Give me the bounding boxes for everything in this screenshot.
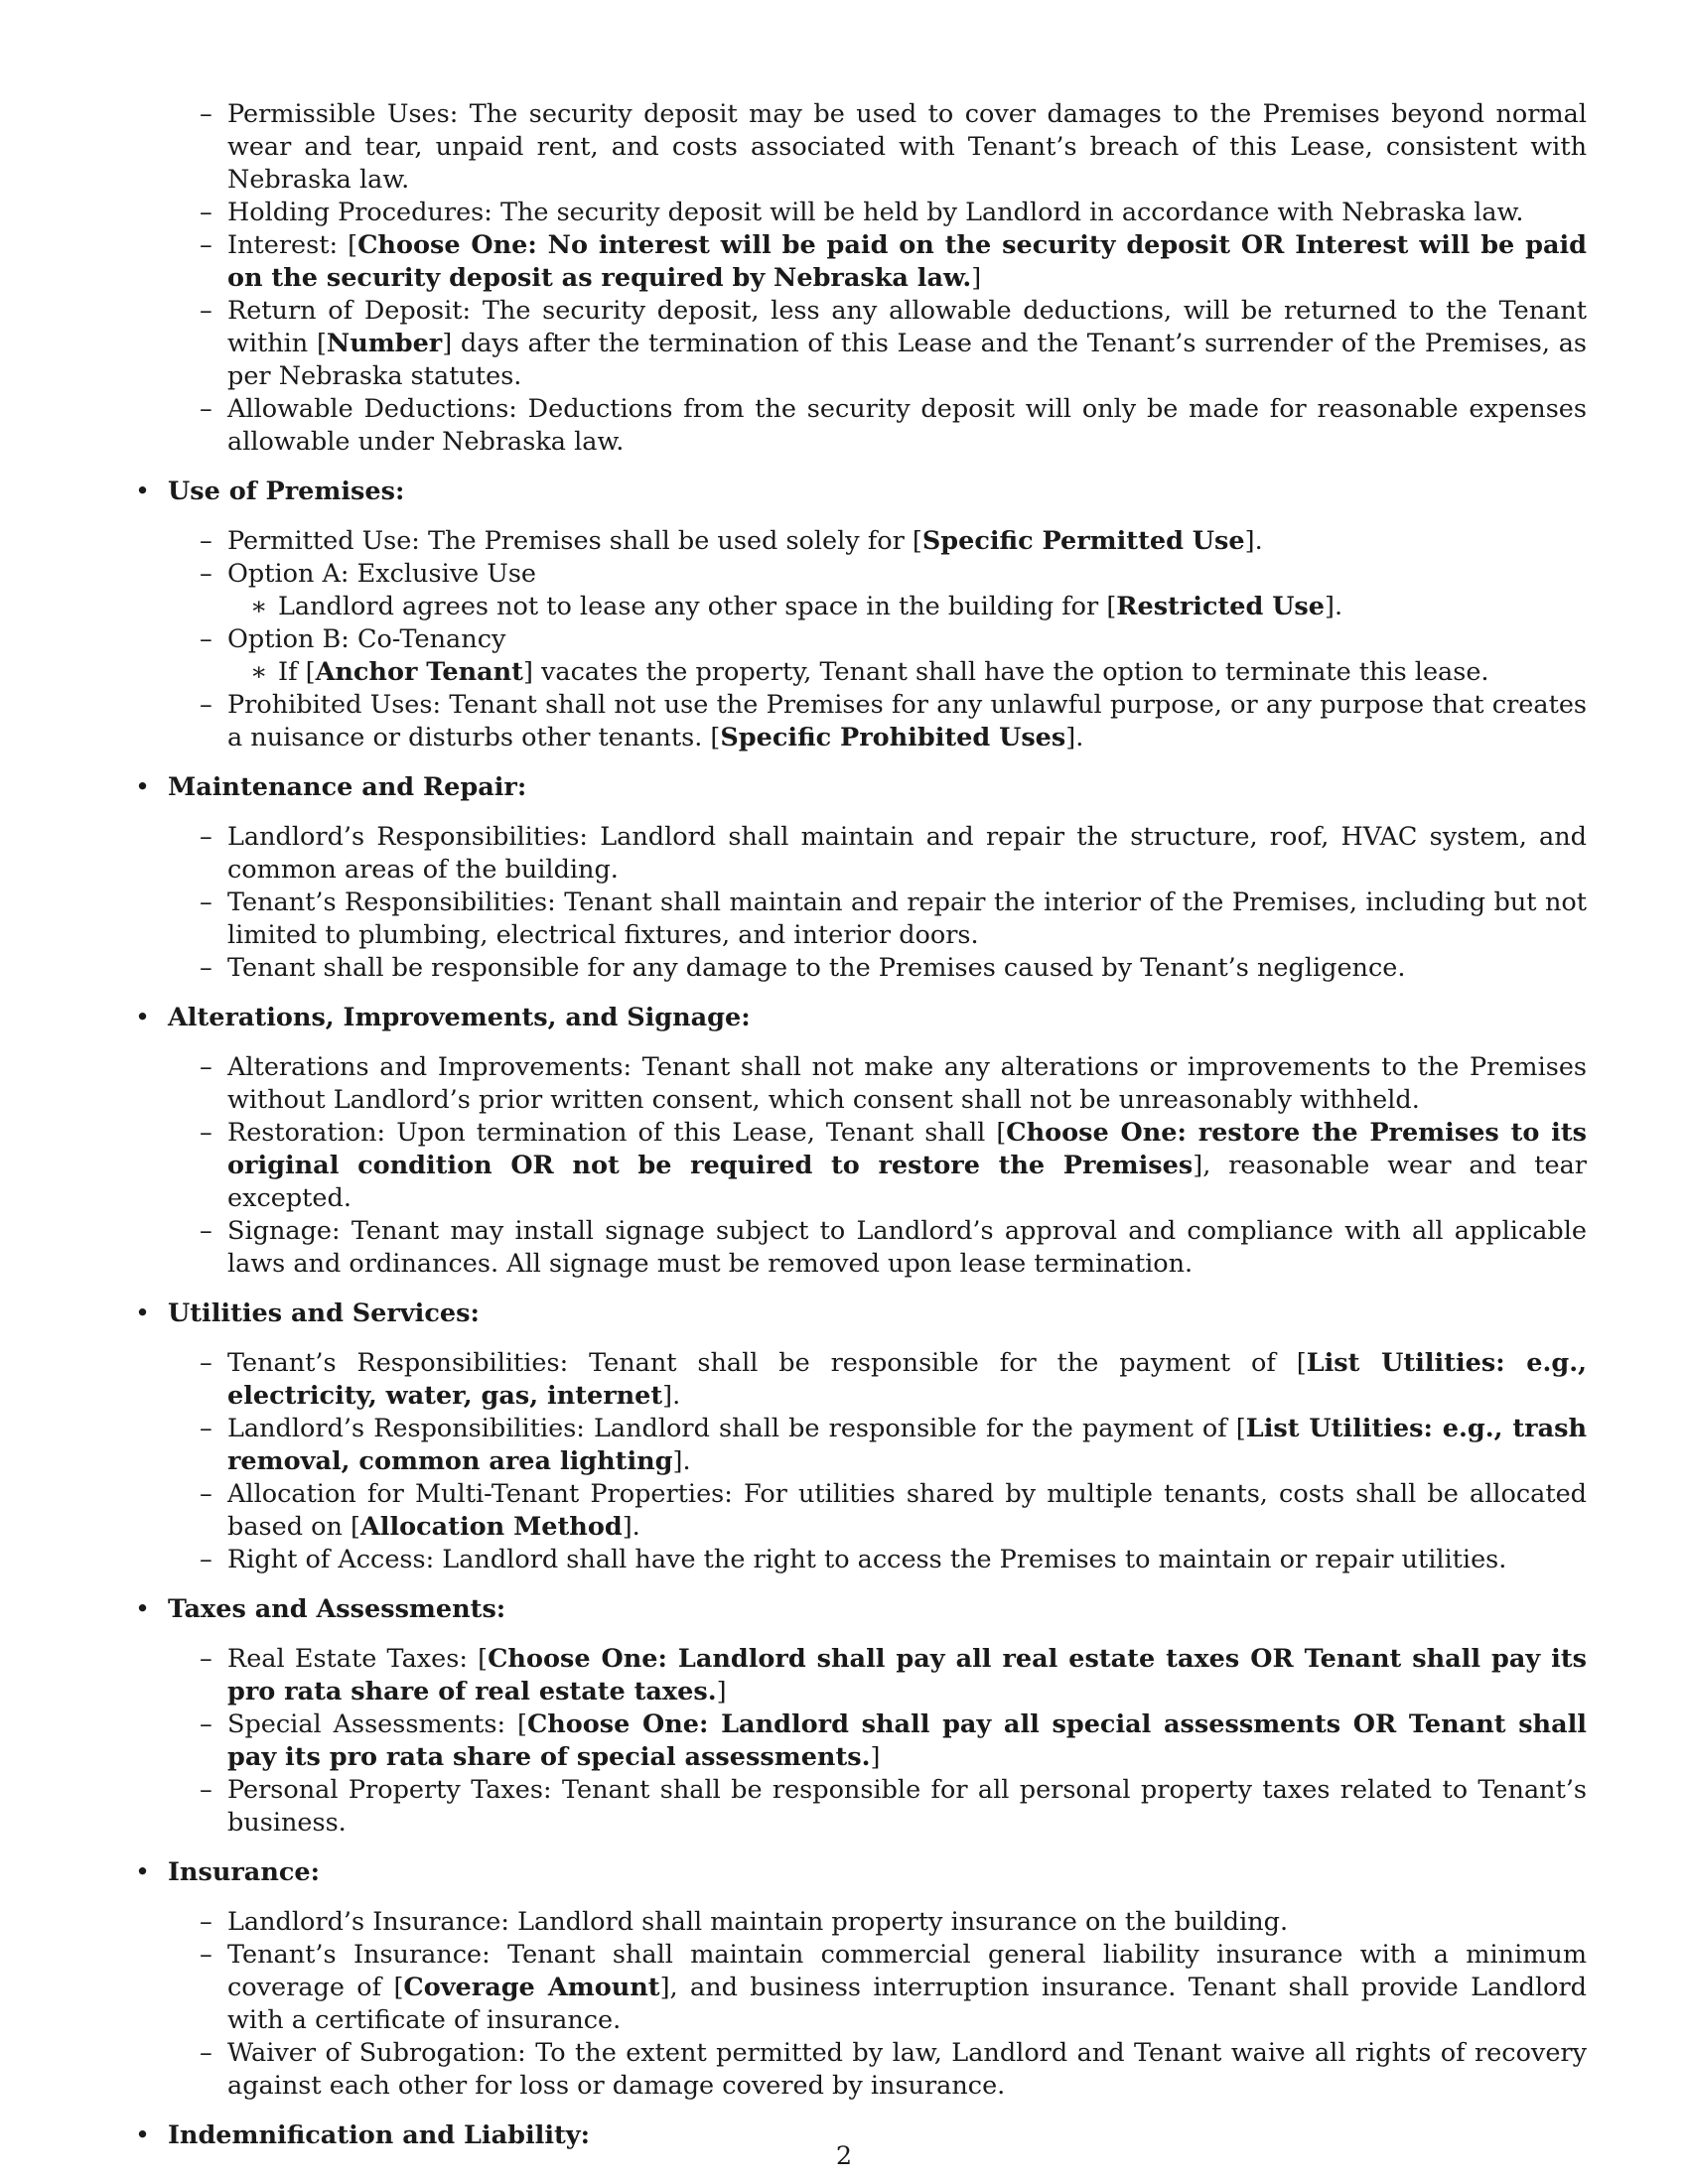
taxes-list (127, 1643, 1587, 1840)
list-item: – Restoration: Upon termination of this Lease, Tenant shall [Choose One: restore the Premises to its original condition OR not be required to restore the Premises], reasonable wear and tear excepted. (200, 1118, 1588, 1213)
list-item: – Prohibited Uses: Tenant shall not use the Premises for any unlawful purpose, or any purpose that creates a nuisance or disturbs other tenants. [Specific Prohibited Uses]. (200, 690, 1587, 752)
list-item: – Return of Deposit: The security deposit, less any allowable deductions, will be returned to the Tenant within [Number] days after the termination of this Lease and the Tenant’s surrender of the Premises, as per Nebraska statutes. (200, 296, 1588, 391)
list-item: – Landlord’s Responsibilities: Landlord shall be responsible for the payment of [List Utilities: e.g., trash removal, common area lighting]. (200, 1414, 1587, 1476)
lease-content (127, 98, 1587, 2169)
alterations-list (127, 1051, 1587, 1281)
use-list (127, 525, 1587, 754)
list-item: – Interest: [Choose One: No interest will be paid on the security deposit OR Interest will be paid on the security deposit as required by Nebraska law.] (200, 230, 1588, 293)
list-item: – Allowable Deductions: Deductions from the security deposit will only be made for reasonable expenses allowable under Nebraska law. (200, 394, 1587, 457)
list-item: – Tenant shall be responsible for any damage to the Premises caused by Tenant’s negligence. (200, 953, 1406, 983)
list-item: – Tenant’s Responsibilities: Tenant shall be responsible for the payment of [List Utilities: e.g., electricity, water, gas, internet]. (200, 1348, 1587, 1411)
section-heading-indemnification: • Indemnification and Liability: (135, 2120, 591, 2150)
deposit-list (127, 98, 1587, 459)
list-item: – Alterations and Improvements: Tenant shall not make any alterations or improvements to the Premises without Landlord’s prior written consent, which consent shall not be unreasonably withheld. (200, 1052, 1588, 1115)
list-item: – Landlord’s Responsibilities: Landlord shall maintain and repair the structure, roof, HVAC system, and common areas of the building. (200, 822, 1587, 885)
list-item: – Permitted Use: The Premises shall be used solely for [Specific Permitted Use]. (200, 526, 1263, 556)
section-heading-utilities: • Utilities and Services: (135, 1298, 480, 1328)
list-item: – Personal Property Taxes: Tenant shall be responsible for all personal property taxes related to Tenant’s business. (200, 1775, 1588, 1838)
list-item: – Real Estate Taxes: [Choose One: Landlord shall pay all real estate taxes OR Tenant shall pay its pro rata share of real estate taxes.] (200, 1644, 1587, 1706)
list-item: – Holding Procedures: The security deposit will be held by Landlord in accordance with Nebraska law. (200, 198, 1524, 227)
list-item: – Option B: Co-Tenancy (200, 624, 506, 654)
list-item: – Tenant’s Insurance: Tenant shall maintain commercial general liability insurance with a minimum coverage of [Coverage Amount], and business interruption insurance. Tenant shall provide Landlord with a certificate of insurance. (200, 1940, 1588, 2035)
utilities-list (127, 1347, 1587, 1576)
list-item: – Permissible Uses: The security deposit may be used to cover damages to the Premises beyond normal wear and tear, unpaid rent, and costs associated with Tenant’s breach of this Lease, consistent with Nebraska law. (200, 99, 1587, 195)
sub-list-item: ∗ If [Anchor Tenant] vacates the property, Tenant shall have the option to terminate this lease. (250, 657, 1489, 687)
list-item: – Signage: Tenant may install signage subject to Landlord’s approval and compliance with all applicable laws and ordinances. All signage must be removed upon lease termination. (200, 1216, 1587, 1279)
maintenance-list (127, 821, 1587, 985)
list-item: – Waiver of Subrogation: To the extent permitted by law, Landlord and Tenant waive all rights of recovery against each other for loss or damage covered by insurance. (200, 2038, 1588, 2101)
section-heading-use: • Use of Premises: (135, 477, 405, 506)
section-heading-maintenance: • Maintenance and Repair: (135, 772, 527, 802)
list-item: – Right of Access: Landlord shall have the right to access the Premises to maintain or repair utilities. (200, 1545, 1507, 1574)
list-item: – Option A: Exclusive Use (200, 559, 536, 589)
list-item: – Allocation for Multi-Tenant Properties: For utilities shared by multiple tenants, costs shall be allocated based on [Allocation Method]. (200, 1479, 1587, 1542)
section-heading-taxes: • Taxes and Assessments: (135, 1594, 506, 1624)
list-item: – Tenant’s Responsibilities: Tenant shall maintain and repair the interior of the Premises, including but not limited to plumbing, electrical fixtures, and interior doors. (200, 887, 1587, 950)
section-heading-insurance: • Insurance: (135, 1857, 321, 1887)
list-item: – Special Assessments: [Choose One: Landlord shall pay all special assessments OR Tenant shall pay its pro rata share of special assessments.] (200, 1709, 1587, 1772)
section-heading-alterations: • Alterations, Improvements, and Signage: (135, 1003, 751, 1032)
sub-list-item: ∗ Landlord agrees not to lease any other space in the building for [Restricted Use]. (250, 592, 1343, 621)
list-item: – Landlord’s Insurance: Landlord shall maintain property insurance on the building. (200, 1907, 1289, 1937)
page-number: 2 (835, 2141, 853, 2171)
insurance-list (127, 1906, 1587, 2103)
